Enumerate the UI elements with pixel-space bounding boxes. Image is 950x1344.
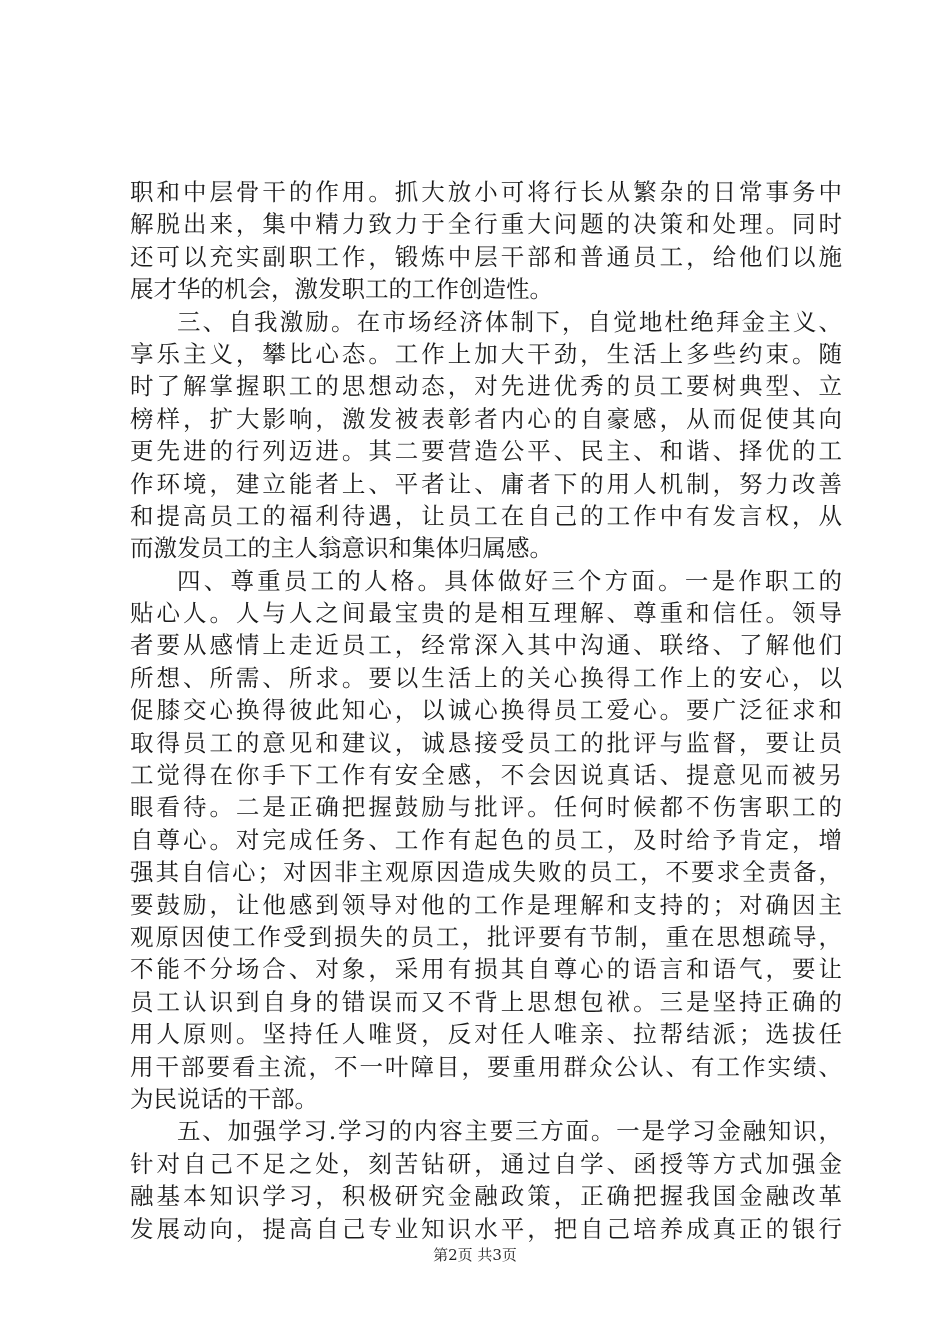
text-line: 用干部要看主流，不一叶障目，要重用群众公认、有工作实绩、 [130, 1052, 842, 1081]
text-line: 还可以充实副职工作，锻炼中层干部和普通员工，给他们以施 [130, 242, 842, 271]
text-line: 取得员工的意见和建议，诚恳接受员工的批评与监督，要让员 [130, 728, 842, 757]
text-line: 融基本知识学习，积极研究金融政策，正确把握我国金融改革 [130, 1182, 842, 1211]
text-line: 针对自己不足之处，刻苦钻研，通过自学、函授等方式加强金 [130, 1149, 842, 1178]
text-line: 者要从感情上走近员工，经常深入其中沟通、联络、了解他们 [130, 631, 842, 660]
text-line: 职和中层骨干的作用。抓大放小可将行长从繁杂的日常事务中 [130, 178, 842, 206]
text-line: 眼看待。二是正确把握鼓励与批评。任何时候都不伤害职工的 [130, 793, 842, 822]
text-line: 要鼓励，让他感到领导对他的工作是理解和支持的；对确因主 [130, 890, 842, 919]
text-line: 不能不分场合、对象，采用有损其自尊心的语言和语气，要让 [130, 955, 842, 984]
text-line: 五、加强学习.学习的内容主要三方面。一是学习金融知识， [177, 1117, 842, 1146]
text-line: 工觉得在你手下工作有安全感，不会因说真话、提意见而被另 [130, 761, 842, 790]
text-line: 而激发员工的主人翁意识和集体归属感。 [130, 534, 553, 563]
text-line: 发展动向，提高自己专业知识水平，把自己培养成真正的银行 [130, 1214, 842, 1243]
text-line: 用人原则。坚持任人唯贤，反对任人唯亲、拉帮结派；选拔任 [130, 1020, 842, 1049]
text-line: 榜样，扩大影响，激发被表彰者内心的自豪感，从而促使其向 [130, 404, 842, 433]
text-line: 员工认识到自身的错误而又不背上思想包袱。三是坚持正确的 [130, 987, 842, 1016]
text-line: 解脱出来，集中精力致力于全行重大问题的决策和处理。同时 [130, 210, 842, 239]
text-line: 更先进的行列迈进。其二要营造公平、民主、和谐、择优的工 [130, 437, 842, 466]
text-line: 自尊心。对完成任务、工作有起色的员工，及时给予肯定，增 [130, 825, 842, 854]
text-line: 时了解掌握职工的思想动态，对先进优秀的员工要树典型、立 [130, 372, 842, 401]
text-line: 展才华的机会，激发职工的工作创造性。 [130, 275, 553, 304]
text-line: 贴心人。人与人之间最宝贵的是相互理解、尊重和信任。领导 [130, 599, 842, 628]
text-line: 享乐主义，攀比心态。工作上加大干劲，生活上多些约束。随 [130, 339, 842, 368]
page-footer [0, 1245, 950, 1265]
text-line: 四、尊重员工的人格。具体做好三个方面。一是作职工的 [177, 566, 842, 595]
text-line: 强其自信心；对因非主观原因造成失败的员工，不要求全责备， [130, 858, 842, 887]
text-line: 所想、所需、所求。要以生活上的关心换得工作上的安心，以 [130, 663, 842, 692]
text-line: 和提高员工的福利待遇，让员工在自己的工作中有发言权，从 [130, 501, 842, 530]
page-number-label: 第2页 共3页 [433, 1246, 517, 1264]
text-line: 三、自我激励。在市场经济体制下，自觉地杜绝拜金主义、 [177, 307, 842, 336]
text-line: 促膝交心换得彼此知心，以诚心换得员工爱心。要广泛征求和 [130, 696, 842, 725]
text-line: 作环境，建立能者上、平者让、庸者下的用人机制，努力改善 [130, 469, 842, 498]
text-line: 观原因使工作受到损失的员工，批评要有节制，重在思想疏导， [130, 922, 842, 951]
text-line: 为民说话的干部。 [130, 1084, 318, 1113]
document-body [130, 176, 842, 1245]
